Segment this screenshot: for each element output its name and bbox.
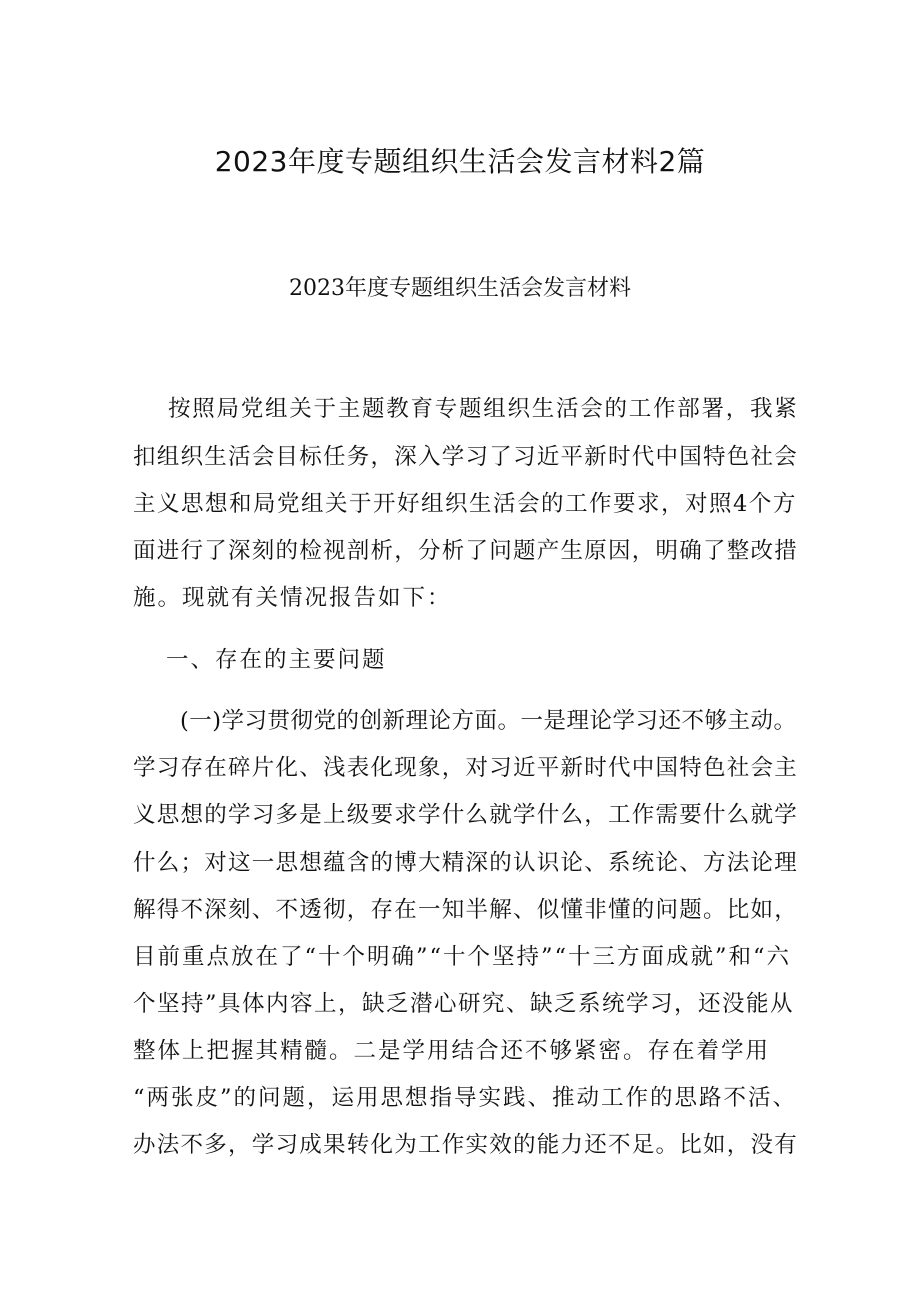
- paragraph-line: 办法不多，学习成果转化为工作实效的能力还不足。比如，没有: [133, 1132, 799, 1158]
- document-subtitle: 2023年度专题组织生活会发言材料: [289, 276, 631, 301]
- paragraph-line: 面进行了深刻的检视剖析，分析了问题产生原因，明确了整改措: [133, 538, 799, 564]
- paragraph-line: 整体上把握其精髓。二是学用结合还不够紧密。存在着学用: [133, 1038, 771, 1064]
- paragraph-line: “两张皮”的问题，运用思想指导实践、推动工作的思路不活、: [133, 1085, 798, 1111]
- section-heading: 一、存在的主要问题: [166, 647, 387, 673]
- paragraph-line: 什么；对这一思想蕴含的博大精深的认识论、系统论、方法论理: [133, 850, 799, 876]
- paragraph-line: 施。现就有关情况报告如下：: [133, 585, 452, 611]
- document-title: 2023年度专题组织生活会发言材料2篇: [214, 145, 706, 178]
- paragraph-line: 义思想的学习多是上级要求学什么就学什么，工作需要什么就学: [133, 802, 799, 828]
- paragraph-line: 个坚持”具体内容上，缺乏潜心研究、缺乏系统学习，还没能从: [133, 991, 795, 1017]
- paragraph-line: 主义思想和局党组关于开好组织生活会的工作要求，对照4个方: [133, 491, 797, 517]
- paragraph-line: (一)学习贯彻党的创新理论方面。一是理论学习还不够主动。: [180, 708, 797, 734]
- paragraph-line: 解得不深刻、不透彻，存在一知半解、似懂非懂的问题。比如，: [133, 897, 799, 923]
- paragraph-line: 目前重点放在了“十个明确”“十个坚持”“十三方面成就”和“六: [133, 944, 792, 970]
- paragraph-line: 扣组织生活会目标任务，深入学习了习近平新时代中国特色社会: [133, 444, 799, 470]
- paragraph-line: 学习存在碎片化、浅表化现象，对习近平新时代中国特色社会主: [133, 755, 799, 781]
- paragraph-line: 按照局党组关于主题教育专题组织生活会的工作部署，我紧: [168, 396, 799, 422]
